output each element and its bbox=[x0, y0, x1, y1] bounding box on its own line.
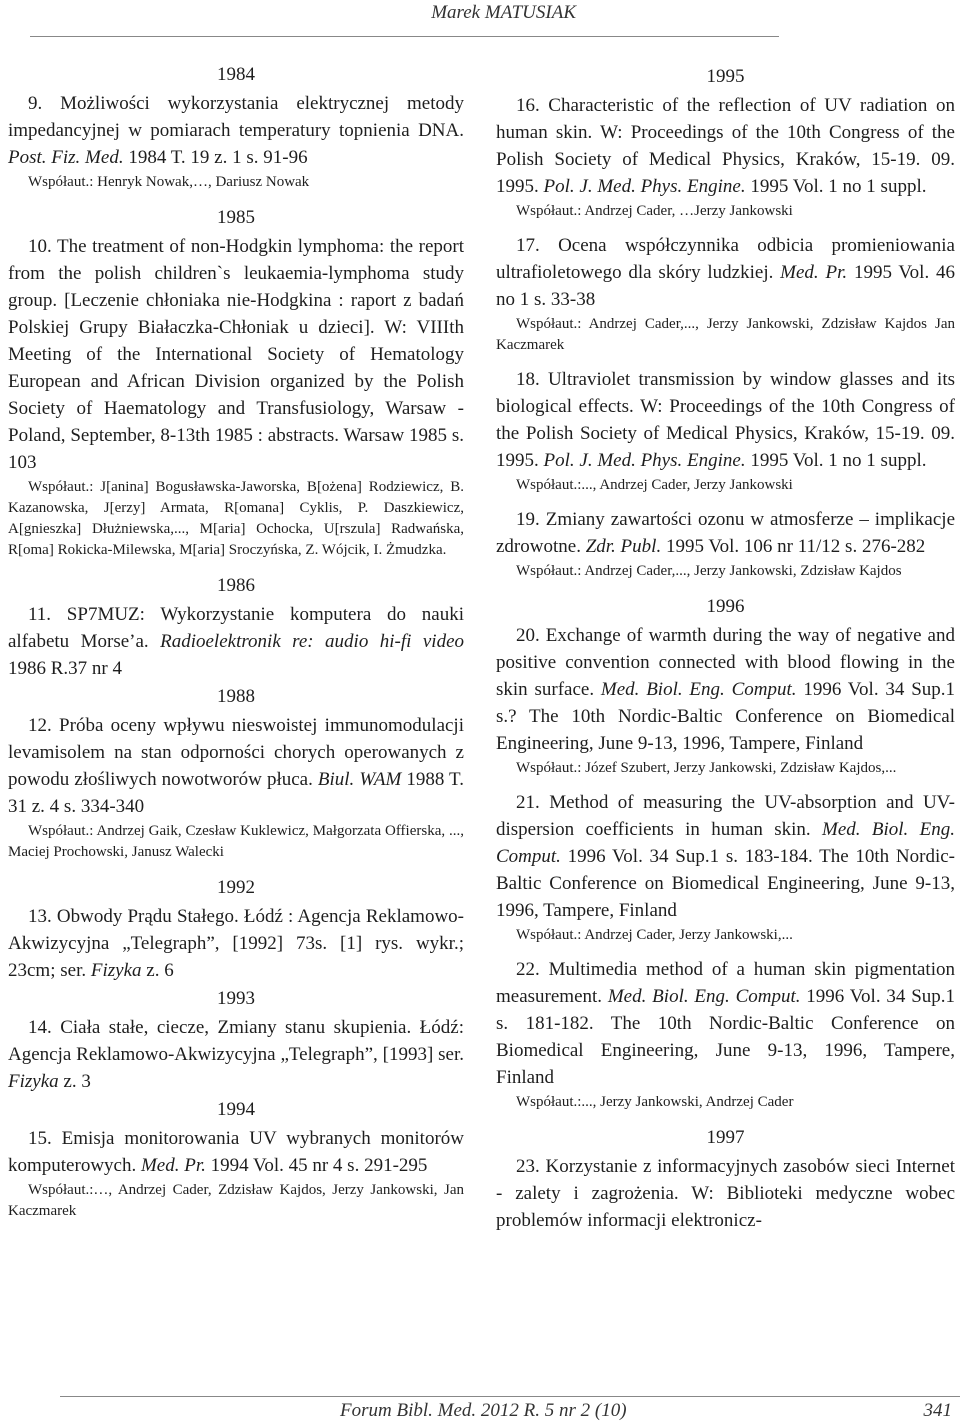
year-heading: 1995 bbox=[706, 66, 745, 87]
coauthors-note: Współaut.: Andrzej Gaik, Czesław Kuklewicz, Małgorzata Offierska, ..., Maciej Prochowski, Janusz Walecki bbox=[8, 823, 464, 860]
coauthors-note: Współaut.: Andrzej Cader,..., Jerzy Jankowski, Zdzisław Kajdos bbox=[516, 563, 902, 579]
entry-text: 20. Exchange of warmth during the way of negative and positive convention connected with blood flowing in the skin surface. bbox=[496, 625, 955, 700]
bibliography-entry bbox=[496, 1153, 955, 1234]
coauthors-note: Współaut.: Andrzej Cader, Jerzy Jankowski,... bbox=[516, 927, 793, 943]
bibliography-entry bbox=[496, 789, 955, 924]
coauthors-note: Współaut.: Andrzej Cader,..., Jerzy Jankowski, Zdzisław Kajdos Jan Kaczmarek bbox=[496, 316, 955, 353]
journal-title: Med. Biol. Eng. Comput. bbox=[607, 986, 801, 1007]
year-heading: 1985 bbox=[217, 207, 255, 228]
entry-text: 11. SP7MUZ: Wykorzystanie komputera do nauki alfabetu Morse’a. bbox=[8, 604, 464, 652]
running-header-author: Marek MATUSIAK bbox=[431, 2, 576, 23]
coauthors-note: Współaut.:..., Andrzej Cader, Jerzy Jankowski bbox=[516, 477, 793, 493]
bibliography-entry bbox=[8, 1014, 464, 1095]
coauthors-note: Współaut.: Henryk Nowak,…, Dariusz Nowak bbox=[28, 174, 310, 190]
journal-title: Med. Pr. bbox=[780, 262, 848, 283]
entry-text: 1996 Vol. 34 Sup.1 s. 181-182. The 10th Nordic-Baltic Conference on Biomedical Engineering, June 9-13, 1996, Tampere, Finland bbox=[496, 986, 956, 1088]
coauthors-note: Współaut.:…, Andrzej Cader, Zdzisław Kajdos, Jerzy Jankowski, Jan Kaczmarek bbox=[8, 1182, 464, 1219]
coauthors-note: Współaut.: Józef Szubert, Jerzy Jankowski, Zdzisław Kajdos,... bbox=[516, 760, 897, 776]
year-heading: 1993 bbox=[217, 988, 255, 1009]
entry-text: 1996 Vol. 34 Sup.1 s. 183-184. The 10th Nordic-Baltic Conference on Biomedical Engineering, June 9-13, 1996, Tampere, Finland bbox=[496, 846, 955, 921]
bibliography-entry bbox=[8, 903, 464, 984]
entry-text: 1995 Vol. 106 nr 11/12 s. 276-282 bbox=[661, 536, 926, 557]
entry-text: 15. Emisja monitorowania UV wybranych monitorów komputerowych. bbox=[8, 1128, 464, 1176]
journal-title: Radioelektronik re: audio hi-fi video bbox=[160, 631, 464, 652]
bibliography-entry bbox=[496, 92, 955, 200]
right-column bbox=[496, 60, 955, 1234]
entry-text: 1995 Vol. 1 no 1 suppl. bbox=[745, 450, 927, 471]
entry-text: 14. Ciała stałe, ciecze, Zmiany stanu skupienia. Łódź: Agencja Reklamowo-Akwizycyjna „Telegraph”, [1993] ser. bbox=[8, 1017, 464, 1065]
page-footer bbox=[0, 1396, 960, 1426]
year-heading: 1986 bbox=[217, 575, 255, 596]
bibliography-entry bbox=[8, 712, 464, 820]
bibliography-entry bbox=[8, 90, 464, 171]
bibliography-entry bbox=[496, 506, 955, 560]
entry-text: 1986 R.37 nr 4 bbox=[8, 658, 122, 679]
journal-title: Pol. J. Med. Phys. Engine. bbox=[543, 176, 746, 197]
journal-title: Med. Pr. bbox=[140, 1155, 206, 1176]
coauthors-note: Współaut.: J[anina] Bogusławska-Jaworska, B[ożena] Rodziewicz, B. Kazanowska, J[erzy] Armata, R[omana] Cyklis, P. Daszkiewicz, A[gnieszka] Dłużniewska,..., M[aria] Ochocka, U[rszula] Radwańska, R[oma] Rokicka-Milewska, M[aria] Sroczyńska, Z. Wójcik, I. Żmudzka. bbox=[8, 479, 464, 558]
coauthors-note: Współaut.:..., Jerzy Jankowski, Andrzej Cader bbox=[516, 1094, 794, 1110]
bibliography-entry bbox=[496, 622, 955, 757]
journal-title: Med. Biol. Eng. Comput. bbox=[600, 679, 797, 700]
entry-text: z. 6 bbox=[141, 960, 174, 981]
journal-title: Pol. J. Med. Phys. Engine. bbox=[543, 450, 746, 471]
entry-text: 16. Characteristic of the reflection of UV radiation on human skin. W: Proceedings of the 10th Congress of the Polish Society of Medical Physics, Kraków, 15-19. 09. 1995. bbox=[496, 95, 955, 197]
journal-title: Med. Biol. Eng. Comput. bbox=[496, 819, 956, 867]
entry-text: 10. The treatment of non-Hodgkin lymphoma: the report from the polish children`s leukaemia-lymphoma study group. [Leczenie chłoniaka nie-Hodgkina : raport z badań Polskiej Grupy Białaczka-Chłoniak u dzieci]. W: VIIIth Meeting of the International Society of Hematology European and African Division organized by the Polish Society of Haematology and Transfusiology, Warsaw - Poland, September, 8-13th 1985 : abstracts. Warsaw 1985 s. 103 bbox=[8, 236, 464, 473]
entry-text: 13. Obwody Prądu Stałego. Łódź : Agencja Reklamowo-Akwizycyjna „Telegraph”, [1992] 73s. [1] rys. wykr.; 23cm; ser. bbox=[8, 906, 464, 981]
entry-text: 1984 T. 19 z. 1 s. 91-96 bbox=[123, 147, 308, 168]
journal-title: Zdr. Publ. bbox=[585, 536, 662, 557]
entry-text: 17. Ocena współczynnika odbicia promieniowania ultrafioletowego dla skóry ludzkiej. bbox=[496, 235, 955, 283]
entry-text: 9. Możliwości wykorzystania elektrycznej metody impedancyjnej w pomiarach temperatury topnienia DNA. bbox=[8, 93, 464, 141]
entry-text: 18. Ultraviolet transmission by window glasses and its biological effects. W: Proceedings of the 10th Congress of the Polish Society of Medical Physics, Kraków, 15-19. 09. 1995. bbox=[496, 369, 955, 471]
year-heading: 1988 bbox=[217, 686, 255, 707]
year-heading: 1994 bbox=[217, 1099, 255, 1120]
year-heading: 1997 bbox=[706, 1127, 745, 1148]
page-number: 341 bbox=[923, 1400, 952, 1421]
journal-title: Post. Fiz. Med. bbox=[8, 147, 124, 168]
entry-text: 19. Zmiany zawartości ozonu w atmosferze – implikacje zdrowotne. bbox=[496, 509, 955, 557]
entry-text: 1996 Vol. 34 Sup.1 s.? The 10th Nordic-Baltic Conference on Biomedical Engineering, June 9-13, 1996, Tampere, Finland bbox=[496, 679, 956, 754]
year-heading: 1992 bbox=[217, 877, 255, 898]
left-column bbox=[8, 60, 464, 1232]
bibliography-entry bbox=[496, 956, 955, 1091]
entry-text: 1995 Vol. 1 no 1 suppl. bbox=[745, 176, 927, 197]
running-header bbox=[0, 0, 960, 38]
bibliography-entry bbox=[8, 601, 464, 682]
entry-text: 22. Multimedia method of a human skin pigmentation measurement. bbox=[496, 959, 955, 1007]
entry-text: 1995 Vol. 46 no 1 s. 33-38 bbox=[496, 262, 956, 310]
footer-rule bbox=[60, 1396, 960, 1397]
coauthors-note: Współaut.: Andrzej Cader, …Jerzy Jankowski bbox=[516, 203, 793, 219]
footer-journal: Forum Bibl. Med. 2012 R. 5 nr 2 (10) bbox=[340, 1400, 627, 1421]
header-rule bbox=[30, 36, 779, 37]
bibliography-entry bbox=[8, 1125, 464, 1179]
entry-text: 1994 Vol. 45 nr 4 s. 291-295 bbox=[205, 1155, 428, 1176]
entry-text: 21. Method of measuring the UV-absorption and UV-dispersion coefficients in human skin. bbox=[496, 792, 955, 840]
journal-title: Fizyka bbox=[8, 1071, 59, 1092]
year-heading: 1984 bbox=[217, 64, 255, 85]
entry-text: 1988 T. 31 z. 4 s. 334-340 bbox=[8, 769, 464, 817]
journal-title: Fizyka bbox=[90, 960, 142, 981]
journal-title: Biul. WAM bbox=[317, 769, 402, 790]
entry-text: 12. Próba oceny wpływu nieswoistej immunomodulacji levamisolem na stan odporności chorych operowanych z powodu złośliwych nowotworów płuca. bbox=[8, 715, 464, 790]
bibliography-entry bbox=[496, 232, 955, 313]
entry-text: 23. Korzystanie z informacyjnych zasobów sieci Internet - zalety i zagrożenia. W: Biblioteki medyczne wobec problemów informacji elektronicz- bbox=[496, 1156, 955, 1231]
entry-text: z. 3 bbox=[58, 1071, 91, 1092]
bibliography-entry bbox=[8, 233, 464, 476]
year-heading: 1996 bbox=[706, 596, 745, 617]
bibliography-entry bbox=[496, 366, 955, 474]
